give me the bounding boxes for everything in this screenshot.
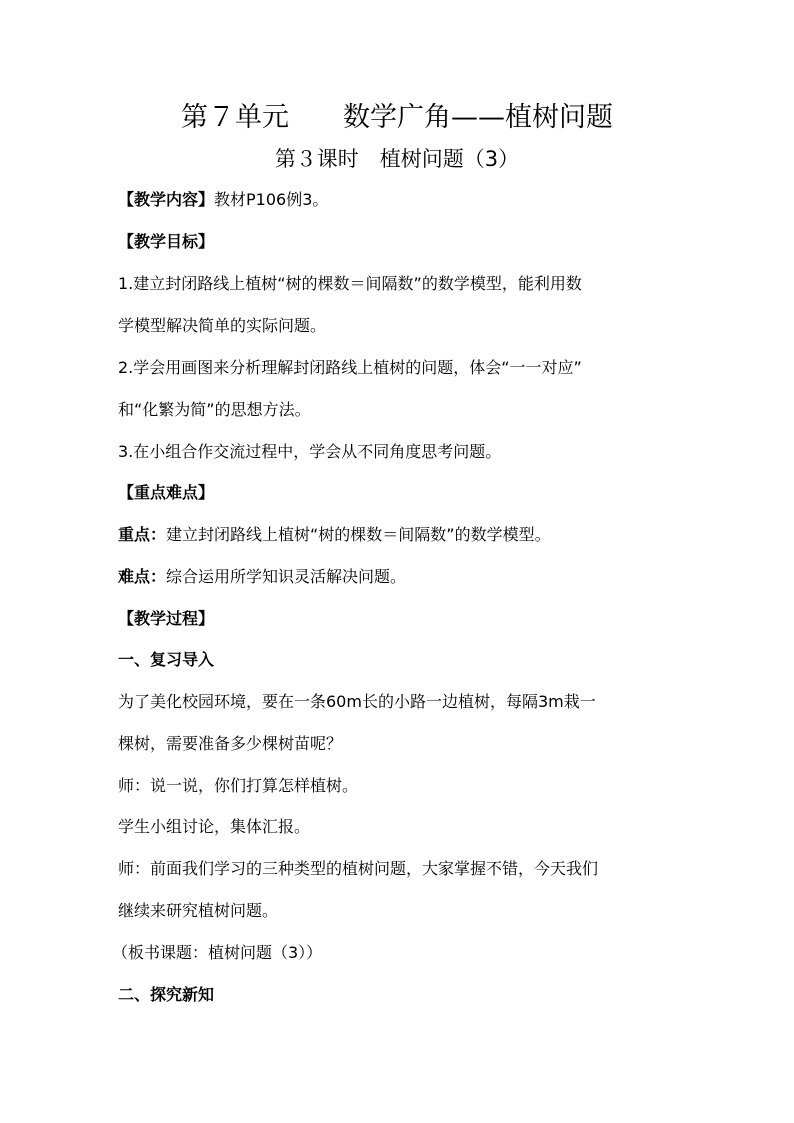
students-discussion: 学生小组讨论，集体汇报。 [118, 817, 311, 836]
key-point-text: 建立封闭路线上植树“树的棵数＝间隔数”的数学模型。 [166, 525, 551, 544]
review-question-line-2: 棵树，需要准备多少棵树苗呢？ [118, 734, 343, 753]
key-difficult-heading: 【重点难点】 [118, 483, 215, 502]
key-point-line [118, 523, 698, 547]
teacher-summary-line-2: 继续来研究植树问题。 [118, 901, 279, 920]
section-2-heading: 二、探究新知 [118, 985, 215, 1004]
section-1-heading: 一、复习导入 [118, 650, 215, 669]
difficult-point-label: 难点： [118, 567, 167, 586]
teaching-process-heading: 【教学过程】 [118, 609, 215, 628]
teaching-content-text: 教材P106例3。 [214, 190, 329, 209]
goal-1-line-1: 1.建立封闭路线上植树“树的棵数＝间隔数”的数学模型，能利用数 [118, 274, 582, 293]
teaching-goals-heading: 【教学目标】 [118, 232, 215, 251]
teacher-prompt: 师：说一说，你们打算怎样植树。 [118, 776, 359, 795]
goal-1-line-2: 学模型解决简单的实际问题。 [118, 316, 327, 335]
review-question-line-1: 为了美化校园环境，要在一条60m长的小路一边植树，每隔3m栽一 [118, 692, 596, 711]
goal-3: 3.在小组合作交流过程中，学会从不同角度思考问题。 [118, 442, 502, 461]
goal-2-line-1: 2.学会用画图来分析理解封闭路线上植树的问题，体会“一一对应” [118, 358, 582, 377]
key-point-label: 重点： [118, 525, 167, 544]
teaching-content-line [118, 188, 698, 212]
difficult-point-text: 综合运用所学知识灵活解决问题。 [166, 567, 407, 586]
goal-2-line-2: 和“化繁为简”的思想方法。 [118, 400, 311, 419]
board-note: （板书课题：植树问题（3）） [112, 943, 323, 962]
page-title: 第７单元 数学广角——植树问题 [181, 102, 613, 133]
difficult-point-line [118, 565, 698, 589]
teaching-content-label: 【教学内容】 [118, 190, 215, 209]
lesson-subtitle: 第３课时 植树问题（3） [274, 147, 520, 171]
teacher-summary-line-1: 师：前面我们学习的三种类型的植树问题，大家掌握不错，今天我们 [118, 859, 599, 878]
